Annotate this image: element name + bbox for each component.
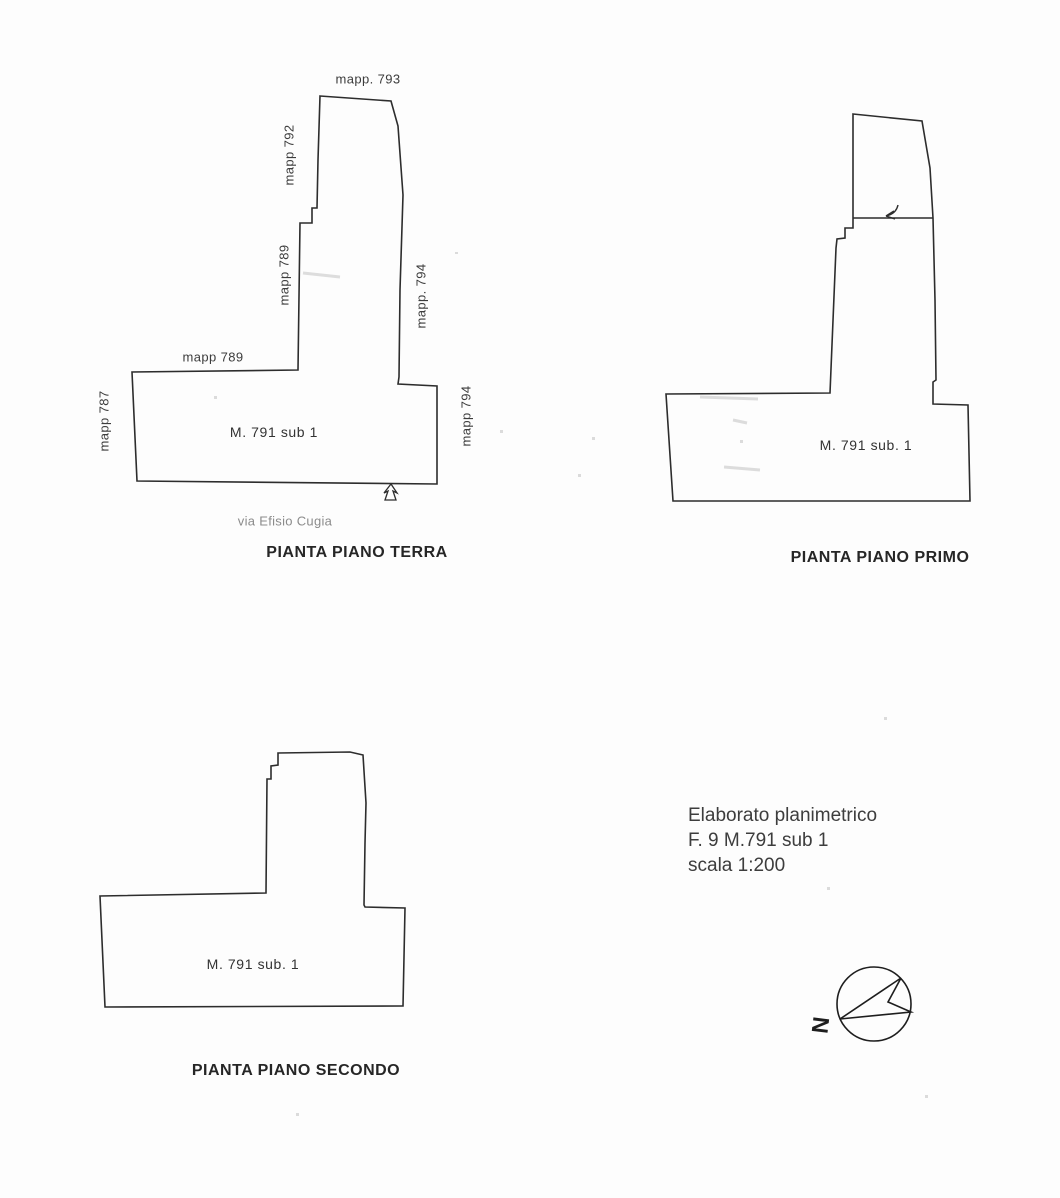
- scan-speck: [740, 440, 743, 443]
- unit-label-terra: M. 791 sub 1: [229, 424, 319, 440]
- floor-plan-outline-primo: [666, 114, 970, 501]
- title-block-scale: scala 1:200: [688, 855, 786, 876]
- scan-smudges: [303, 273, 760, 470]
- neighbor-label-mapp-789-upper: mapp 789: [276, 244, 292, 306]
- neighbor-label-mapp-794-upper: mapp. 794: [413, 263, 429, 329]
- scan-speck: [592, 437, 595, 440]
- neighbor-label-mapp-792: mapp 792: [281, 124, 297, 186]
- scan-speck: [500, 430, 503, 433]
- scan-speck: [455, 252, 458, 254]
- neighbor-label-mapp-789-lower: mapp 789: [182, 349, 244, 365]
- scan-speck: [578, 474, 581, 477]
- north-compass-icon: [837, 967, 911, 1041]
- scan-speck: [925, 1095, 928, 1098]
- plan-title-secondo: PIANTA PIANO SECONDO: [191, 1062, 401, 1079]
- title-block-reference: F. 9 M.791 sub 1: [688, 830, 829, 851]
- entrance-arrow-icon: [384, 484, 397, 500]
- title-block: [688, 803, 877, 878]
- scan-speck: [296, 1113, 299, 1116]
- title-block-type: Elaborato planimetrico: [688, 805, 878, 826]
- street-label: via Efisio Cugia: [237, 513, 333, 529]
- scan-speck: [214, 396, 217, 399]
- neighbor-label-mapp-793: mapp. 793: [335, 71, 401, 87]
- neighbor-label-mapp-787: mapp 787: [96, 390, 112, 452]
- left-hook-arrow-icon: [886, 205, 898, 219]
- plan-title-terra: PIANTA PIANO TERRA: [266, 544, 448, 561]
- unit-label-primo: M. 791 sub. 1: [819, 437, 913, 453]
- plan-title-primo: PIANTA PIANO PRIMO: [790, 549, 970, 566]
- unit-label-secondo: M. 791 sub. 1: [206, 956, 300, 972]
- neighbor-label-mapp-794-lower: mapp 794: [458, 385, 474, 447]
- scan-speck: [884, 717, 887, 720]
- compass-north-label: N: [806, 1015, 835, 1035]
- scan-speck: [827, 887, 830, 890]
